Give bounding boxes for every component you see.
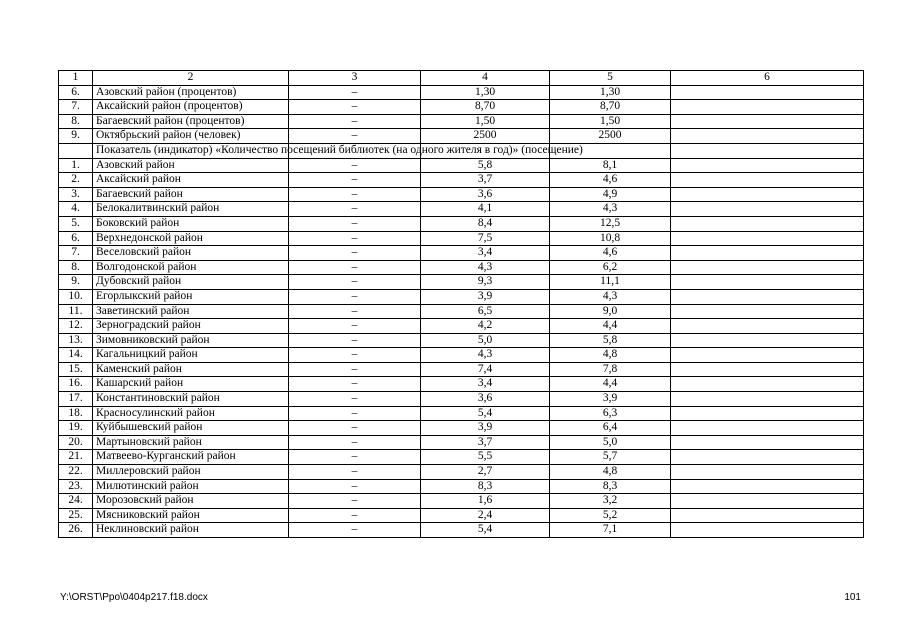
row-number-cell: 10.	[59, 289, 93, 304]
indicator-empty-cell	[671, 143, 864, 158]
column-5-value-cell: 4,6	[550, 246, 671, 261]
district-name-cell: Багаевский район	[93, 187, 289, 202]
row-number-cell: 20.	[59, 435, 93, 450]
column-4-value-cell: 3,6	[421, 392, 550, 407]
column-6-cell	[671, 494, 864, 509]
table-row	[59, 289, 864, 304]
district-name-cell: Аксайский район (процентов)	[93, 100, 289, 115]
column-6-cell	[671, 348, 864, 363]
district-name-cell: Багаевский район (процентов)	[93, 114, 289, 129]
column-6-cell	[671, 187, 864, 202]
column-4-value-cell: 3,7	[421, 435, 550, 450]
column-4-value-cell: 5,4	[421, 523, 550, 538]
district-name-cell: Милютинский район	[93, 479, 289, 494]
column-6-cell	[671, 216, 864, 231]
district-name-cell: Белокалитвинский район	[93, 202, 289, 217]
column-3-cell: –	[289, 319, 421, 334]
column-4-value-cell: 3,7	[421, 173, 550, 188]
row-number-cell: 22.	[59, 465, 93, 480]
column-4-value-cell: 7,5	[421, 231, 550, 246]
row-number-cell: 16.	[59, 377, 93, 392]
table-row	[59, 494, 864, 509]
column-3-cell: –	[289, 465, 421, 480]
district-name-cell: Зимовниковский район	[93, 333, 289, 348]
table-row	[59, 435, 864, 450]
column-4-value-cell: 2,4	[421, 508, 550, 523]
table-row	[59, 523, 864, 538]
column-6-cell	[671, 158, 864, 173]
header-cell: 1	[59, 71, 93, 86]
column-6-cell	[671, 435, 864, 450]
row-number-cell: 9.	[59, 275, 93, 290]
column-6-cell	[671, 304, 864, 319]
column-3-cell: –	[289, 275, 421, 290]
column-4-value-cell: 1,6	[421, 494, 550, 509]
column-4-value-cell: 2500	[421, 129, 550, 144]
header-cell: 6	[671, 71, 864, 86]
column-3-cell: –	[289, 158, 421, 173]
column-5-value-cell: 5,0	[550, 435, 671, 450]
column-3-cell: –	[289, 231, 421, 246]
column-4-value-cell: 4,3	[421, 348, 550, 363]
column-6-cell	[671, 100, 864, 115]
column-5-value-cell: 11,1	[550, 275, 671, 290]
district-name-cell: Азовский район	[93, 158, 289, 173]
column-5-value-cell: 7,1	[550, 523, 671, 538]
footer-page-number: 101	[844, 592, 861, 603]
column-5-value-cell: 6,2	[550, 260, 671, 275]
table-row	[59, 129, 864, 144]
district-name-cell: Азовский район (процентов)	[93, 85, 289, 100]
column-6-cell	[671, 406, 864, 421]
column-5-value-cell: 1,30	[550, 85, 671, 100]
column-3-cell: –	[289, 85, 421, 100]
district-name-cell: Матвеево-Курганский район	[93, 450, 289, 465]
table-row	[59, 333, 864, 348]
column-6-cell	[671, 479, 864, 494]
row-number-cell: 8.	[59, 114, 93, 129]
district-name-cell: Неклиновский район	[93, 523, 289, 538]
column-4-value-cell: 8,3	[421, 479, 550, 494]
column-3-cell: –	[289, 216, 421, 231]
column-3-cell: –	[289, 100, 421, 115]
row-number-cell: 1.	[59, 158, 93, 173]
column-6-cell	[671, 231, 864, 246]
column-3-cell: –	[289, 421, 421, 436]
district-name-cell: Кагальницкий район	[93, 348, 289, 363]
indicator-title: Показатель (индикатор) «Количество посещений библиотек (на одного жителя в год)» (посещение)	[93, 143, 289, 158]
column-4-value-cell: 8,70	[421, 100, 550, 115]
column-5-value-cell: 3,9	[550, 392, 671, 407]
column-5-value-cell: 4,4	[550, 319, 671, 334]
table-row	[59, 421, 864, 436]
column-6-cell	[671, 421, 864, 436]
row-number-cell: 11.	[59, 304, 93, 319]
header-cell: 3	[289, 71, 421, 86]
table-row	[59, 450, 864, 465]
data-table	[58, 70, 864, 538]
column-6-cell	[671, 129, 864, 144]
column-6-cell	[671, 333, 864, 348]
column-3-cell: –	[289, 114, 421, 129]
row-number-cell: 15.	[59, 362, 93, 377]
header-cell: 4	[421, 71, 550, 86]
column-3-cell: –	[289, 246, 421, 261]
column-6-cell	[671, 508, 864, 523]
table-row	[59, 246, 864, 261]
district-name-cell: Константиновский район	[93, 392, 289, 407]
row-number-cell: 4.	[59, 202, 93, 217]
column-5-value-cell: 5,7	[550, 450, 671, 465]
column-5-value-cell: 4,3	[550, 202, 671, 217]
header-cell: 2	[93, 71, 289, 86]
district-name-cell: Миллеровский район	[93, 465, 289, 480]
column-4-value-cell: 5,8	[421, 158, 550, 173]
column-4-value-cell: 3,9	[421, 289, 550, 304]
column-3-cell: –	[289, 348, 421, 363]
column-5-value-cell: 6,4	[550, 421, 671, 436]
column-6-cell	[671, 275, 864, 290]
footer-file-path: Y:\ORST\Ppo\0404p217.f18.docx	[60, 592, 208, 603]
column-4-value-cell: 4,2	[421, 319, 550, 334]
row-number-cell: 3.	[59, 187, 93, 202]
column-6-cell	[671, 289, 864, 304]
district-name-cell: Мартыновский район	[93, 435, 289, 450]
row-number-cell: 6.	[59, 85, 93, 100]
column-3-cell: –	[289, 479, 421, 494]
column-6-cell	[671, 173, 864, 188]
column-5-value-cell: 8,1	[550, 158, 671, 173]
table-row	[59, 319, 864, 334]
row-number-cell: 13.	[59, 333, 93, 348]
column-3-cell: –	[289, 333, 421, 348]
column-4-value-cell: 6,5	[421, 304, 550, 319]
column-5-value-cell: 5,8	[550, 333, 671, 348]
district-name-cell: Волгодонской район	[93, 260, 289, 275]
table-row	[59, 158, 864, 173]
table-row	[59, 377, 864, 392]
column-3-cell: –	[289, 173, 421, 188]
column-5-value-cell: 4,8	[550, 465, 671, 480]
table-row	[59, 202, 864, 217]
column-5-value-cell: 4,6	[550, 173, 671, 188]
district-name-cell: Кашарский район	[93, 377, 289, 392]
district-name-cell: Егорлыкский район	[93, 289, 289, 304]
column-4-value-cell: 4,1	[421, 202, 550, 217]
table-row	[59, 348, 864, 363]
district-name-cell: Каменский район	[93, 362, 289, 377]
column-5-value-cell: 4,9	[550, 187, 671, 202]
district-name-cell: Заветинский район	[93, 304, 289, 319]
district-name-cell: Боковский район	[93, 216, 289, 231]
row-number-cell: 12.	[59, 319, 93, 334]
column-6-cell	[671, 260, 864, 275]
row-number-cell: 18.	[59, 406, 93, 421]
column-6-cell	[671, 246, 864, 261]
table-body	[59, 71, 864, 538]
column-6-cell	[671, 392, 864, 407]
column-5-value-cell: 12,5	[550, 216, 671, 231]
district-name-cell: Верхнедонской район	[93, 231, 289, 246]
column-3-cell: –	[289, 187, 421, 202]
column-3-cell: –	[289, 406, 421, 421]
table-row	[59, 275, 864, 290]
column-3-cell: –	[289, 523, 421, 538]
column-4-value-cell: 5,4	[421, 406, 550, 421]
row-number-cell: 24.	[59, 494, 93, 509]
column-3-cell: –	[289, 260, 421, 275]
table-row	[59, 260, 864, 275]
column-3-cell: –	[289, 392, 421, 407]
table-row	[59, 100, 864, 115]
table-row	[59, 508, 864, 523]
column-5-value-cell: 4,3	[550, 289, 671, 304]
column-4-value-cell: 7,4	[421, 362, 550, 377]
column-4-value-cell: 3,4	[421, 377, 550, 392]
column-4-value-cell: 3,6	[421, 187, 550, 202]
column-6-cell	[671, 523, 864, 538]
row-number-cell: 6.	[59, 231, 93, 246]
column-5-value-cell: 4,8	[550, 348, 671, 363]
row-number-cell: 8.	[59, 260, 93, 275]
column-5-value-cell: 6,3	[550, 406, 671, 421]
table-row	[59, 465, 864, 480]
column-6-cell	[671, 362, 864, 377]
column-3-cell: –	[289, 129, 421, 144]
district-name-cell: Мясниковский район	[93, 508, 289, 523]
row-number-cell: 21.	[59, 450, 93, 465]
column-4-value-cell: 5,0	[421, 333, 550, 348]
row-number-cell: 17.	[59, 392, 93, 407]
column-5-value-cell: 8,3	[550, 479, 671, 494]
column-5-value-cell: 2500	[550, 129, 671, 144]
column-6-cell	[671, 202, 864, 217]
district-name-cell: Куйбышевский район	[93, 421, 289, 436]
header-cell: 5	[550, 71, 671, 86]
row-number-cell: 7.	[59, 100, 93, 115]
column-6-cell	[671, 114, 864, 129]
district-name-cell: Морозовский район	[93, 494, 289, 509]
table-row	[59, 85, 864, 100]
table-row	[59, 304, 864, 319]
row-number-cell: 23.	[59, 479, 93, 494]
district-name-cell: Зерноградский район	[93, 319, 289, 334]
row-number-cell: 9.	[59, 129, 93, 144]
row-number-cell: 5.	[59, 216, 93, 231]
column-5-value-cell: 10,8	[550, 231, 671, 246]
table-row	[59, 362, 864, 377]
table-row	[59, 187, 864, 202]
column-5-value-cell: 9,0	[550, 304, 671, 319]
district-name-cell: Красносулинский район	[93, 406, 289, 421]
row-number-cell: 14.	[59, 348, 93, 363]
row-number-cell: 7.	[59, 246, 93, 261]
column-3-cell: –	[289, 202, 421, 217]
column-3-cell: –	[289, 508, 421, 523]
column-4-value-cell: 1,50	[421, 114, 550, 129]
column-4-value-cell: 5,5	[421, 450, 550, 465]
column-3-cell: –	[289, 435, 421, 450]
district-name-cell: Аксайский район	[93, 173, 289, 188]
table-row	[59, 216, 864, 231]
district-name-cell: Октябрьский район (человек)	[93, 129, 289, 144]
column-3-cell: –	[289, 377, 421, 392]
table-row	[59, 114, 864, 129]
table-row	[59, 173, 864, 188]
column-4-value-cell: 3,9	[421, 421, 550, 436]
column-5-value-cell: 3,2	[550, 494, 671, 509]
column-3-cell: –	[289, 304, 421, 319]
district-name-cell: Веселовский район	[93, 246, 289, 261]
table-row	[59, 479, 864, 494]
column-6-cell	[671, 319, 864, 334]
column-4-value-cell: 8,4	[421, 216, 550, 231]
indicator-empty-cell	[59, 143, 93, 158]
district-name-cell: Дубовский район	[93, 275, 289, 290]
row-number-cell: 2.	[59, 173, 93, 188]
column-5-value-cell: 1,50	[550, 114, 671, 129]
row-number-cell: 26.	[59, 523, 93, 538]
table-row	[59, 392, 864, 407]
column-3-cell: –	[289, 362, 421, 377]
table-header-row	[59, 71, 864, 86]
indicator-row	[59, 143, 864, 158]
column-4-value-cell: 4,3	[421, 260, 550, 275]
column-5-value-cell: 4,4	[550, 377, 671, 392]
column-6-cell	[671, 465, 864, 480]
column-6-cell	[671, 377, 864, 392]
column-4-value-cell: 1,30	[421, 85, 550, 100]
row-number-cell: 25.	[59, 508, 93, 523]
table-row	[59, 231, 864, 246]
column-3-cell: –	[289, 289, 421, 304]
column-6-cell	[671, 85, 864, 100]
column-4-value-cell: 9,3	[421, 275, 550, 290]
column-3-cell: –	[289, 450, 421, 465]
column-5-value-cell: 7,8	[550, 362, 671, 377]
column-3-cell: –	[289, 494, 421, 509]
column-5-value-cell: 8,70	[550, 100, 671, 115]
column-4-value-cell: 2,7	[421, 465, 550, 480]
column-6-cell	[671, 450, 864, 465]
column-5-value-cell: 5,2	[550, 508, 671, 523]
table-row	[59, 406, 864, 421]
row-number-cell: 19.	[59, 421, 93, 436]
column-4-value-cell: 3,4	[421, 246, 550, 261]
